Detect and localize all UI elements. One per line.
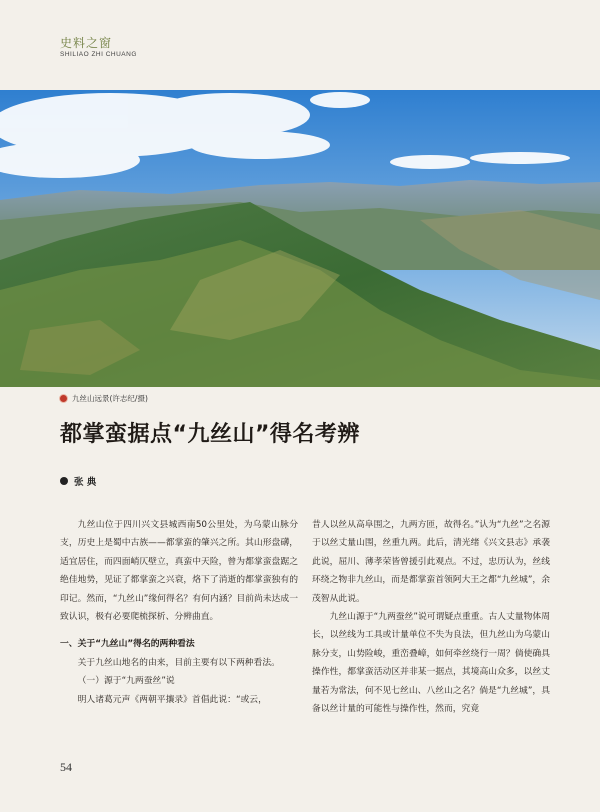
photo-caption-text: 九丝山远景(许志纪/摄) xyxy=(72,393,148,403)
paragraph: 九丝山源于“九两蚕丝”说可谓疑点重重。古人丈量物体周长，以丝线为工具或计量单位不失为良法，但九丝山为乌蒙山脉分支，山势险峻，重峦叠嶂，如何牵丝绕行一周？倘使确具操作性，都掌蛮活动区并非某一据点，其境高山众多，以丝丈量若为常法，何不见七丝山、八丝山之名？倘是“九丝城”，具备以丝计量的可能性与操作性，然而，究竟 xyxy=(312,612,550,715)
column-title: 史料之窗 xyxy=(60,36,113,50)
page-number: 54 xyxy=(60,760,72,774)
left-text-column xyxy=(60,516,298,709)
paragraph: 九丝山位于四川兴文县城西南50公里处，为乌蒙山脉分支，历史上是蜀中古族——都掌蛮的肇兴之所。其山形盘礴，适宜居住，而四面峭仄壁立，真蛮中天险，曾为都掌蛮盘踞之绝佳地势，见证了都掌蛮之兴衰，烙下了消逝的都掌蛮独有的印记。然而，“九丝山”缘何得名？有何内涵？目前尚未达成一致认识，极有必要爬梳探析、分辨曲直。 xyxy=(60,520,298,623)
landscape-photo xyxy=(0,90,600,387)
section-heading: 一、关于“九丝山”得名的两种看法 xyxy=(60,639,195,650)
paragraph: 昔人以丝从高阜围之，九两方匝，故得名。”认为“九丝”之名源于以丝丈量山围，丝重九两。此后，清光绪《兴文县志》承袭此说，屈川、薄孝荣皆曾援引此观点。不过，忠历认为，丝线环绕之物非九丝山，而是都掌蛮首领阿大王之都“九丝城”，余茂智从此说。 xyxy=(312,520,550,604)
right-text-column xyxy=(312,516,550,718)
landscape-photo-icon xyxy=(0,90,600,387)
author-bullet-icon xyxy=(60,477,68,485)
article-title: 都掌蛮据点“九丝山”得名考辨 xyxy=(60,422,360,447)
column-header xyxy=(60,36,137,58)
paragraph: 关于九丝山地名的由来，目前主要有以下两种看法。 xyxy=(77,657,280,668)
photo-caption xyxy=(60,392,148,404)
caption-bullet-icon xyxy=(60,395,67,402)
paragraph: 明人诸葛元声《两朝平攘录》首倡此说：“或云， xyxy=(77,694,267,705)
sub-heading: （一）源于“九两蚕丝”说 xyxy=(77,676,175,687)
article-author xyxy=(60,474,96,488)
author-name: 张 典 xyxy=(74,477,97,488)
column-subtitle: SHILIAO ZHI CHUANG xyxy=(60,51,137,58)
